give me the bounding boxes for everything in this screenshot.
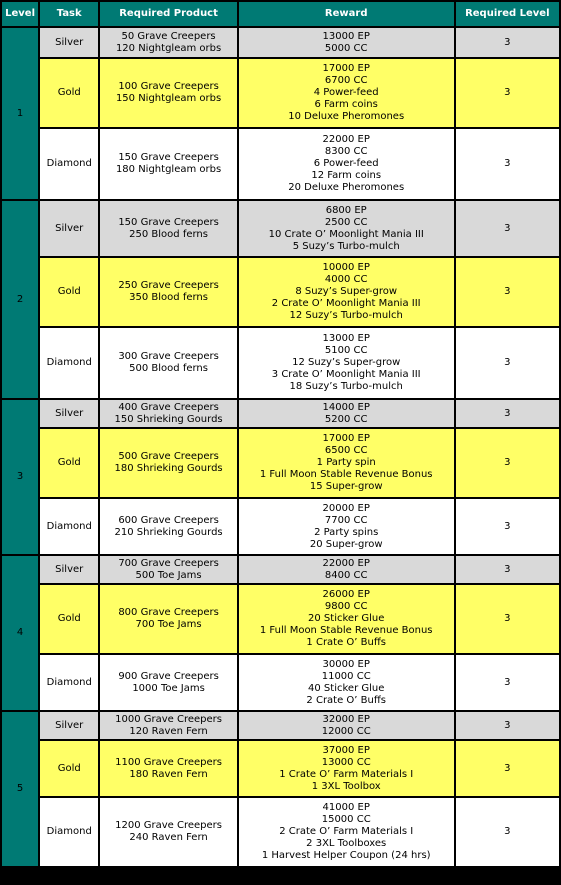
required-product-cell [100, 429, 236, 497]
reward-line: 1 3XL Toolbox [311, 780, 381, 792]
reward-line: 13000 CC [321, 756, 371, 768]
reward-line: 22000 EP [322, 134, 370, 145]
table-row [2, 429, 559, 497]
required-product-cell [100, 129, 236, 199]
reward-line: 20 Super-grow [309, 538, 383, 550]
task-cell: Gold [40, 585, 98, 653]
table-row [2, 258, 559, 326]
product-line: 180 Shrieking Gourds [114, 463, 223, 474]
required-level-cell: 3 [456, 712, 559, 739]
level-cell: 4 [2, 556, 38, 710]
reward-cell [239, 655, 454, 710]
reward-line: 12 Suzy’s Super-grow [292, 357, 401, 368]
task-cell: Gold [40, 741, 98, 796]
product-line: 1000 Grave Creepers [115, 713, 222, 725]
reward-line: 20 Deluxe Pheromones [288, 182, 405, 193]
task-cell: Diamond [40, 499, 98, 554]
required-level-cell: 3 [456, 585, 559, 653]
reward-line: 5200 CC [324, 413, 368, 425]
reward-line: 2 Crate O’ Buffs [306, 694, 386, 706]
reward-line: 10000 EP [322, 262, 370, 273]
reward-cell [239, 741, 454, 796]
required-level-cell: 3 [456, 59, 559, 127]
product-line: 800 Grave Creepers [118, 607, 219, 618]
header-required-level: Required Level [456, 2, 559, 26]
reward-line: 40 Sticker Glue [308, 682, 385, 694]
table-row [2, 499, 559, 554]
header-level: Level [2, 2, 38, 26]
product-line: 400 Grave Creepers [118, 401, 219, 413]
product-line: 150 Shrieking Gourds [114, 413, 223, 425]
reward-line: 22000 EP [322, 557, 370, 569]
reward-line: 2 3XL Toolboxes [306, 838, 387, 849]
reward-line: 32000 EP [322, 713, 370, 725]
reward-line: 12000 CC [321, 725, 371, 737]
reward-line: 1 Party spin [316, 457, 376, 468]
reward-cell [239, 59, 454, 127]
reward-line: 2 Crate O’ Farm Materials I [279, 826, 414, 837]
reward-line: 37000 EP [322, 744, 370, 756]
product-line: 700 Grave Creepers [118, 557, 219, 569]
task-cell: Silver [40, 712, 98, 739]
reward-line: 9800 CC [324, 601, 368, 612]
level-cell: 5 [2, 712, 38, 866]
reward-line: 1 Harvest Helper Coupon (24 hrs) [261, 850, 431, 861]
required-level-cell: 3 [456, 28, 559, 57]
task-cell: Silver [40, 201, 98, 256]
product-line: 1100 Grave Creepers [115, 756, 222, 768]
required-product-cell [100, 655, 236, 710]
reward-line: 2500 CC [324, 216, 368, 228]
reward-cell [239, 201, 454, 256]
reward-line: 4 Power-feed [313, 87, 379, 98]
required-level-cell: 3 [456, 400, 559, 427]
product-line: 150 Grave Creepers [118, 216, 219, 228]
required-product-cell [100, 59, 236, 127]
required-level-cell: 3 [456, 201, 559, 256]
table-row [2, 400, 559, 427]
reward-line: 2 Party spins [314, 526, 379, 538]
reward-line: 18 Suzy’s Turbo-mulch [289, 381, 403, 392]
level-cell: 1 [2, 28, 38, 199]
product-line: 240 Raven Fern [129, 832, 208, 843]
required-product-cell [100, 201, 236, 256]
required-level-cell: 3 [456, 429, 559, 497]
reward-line: 6700 CC [324, 75, 368, 86]
level-cell: 2 [2, 201, 38, 398]
required-product-cell [100, 712, 236, 739]
reward-line: 13000 EP [322, 333, 370, 344]
reward-line: 10 Deluxe Pheromones [288, 111, 405, 122]
reward-cell [239, 400, 454, 427]
reward-line: 4000 CC [324, 274, 368, 285]
reward-line: 5100 CC [324, 345, 368, 356]
reward-cell [239, 585, 454, 653]
product-line: 900 Grave Creepers [118, 670, 219, 682]
task-cell: Diamond [40, 328, 98, 398]
header-row [2, 2, 559, 26]
product-line: 120 Nightgleam orbs [115, 42, 222, 54]
reward-line: 12 Farm coins [311, 170, 382, 181]
reward-line: 3 Crate O’ Moonlight Mania III [271, 369, 421, 380]
reward-line: 8400 CC [324, 569, 368, 581]
table-row [2, 655, 559, 710]
reward-line: 11000 CC [321, 670, 371, 682]
reward-line: 41000 EP [322, 802, 370, 813]
task-cell: Diamond [40, 129, 98, 199]
header-reward: Reward [239, 2, 454, 26]
reward-line: 17000 EP [322, 433, 370, 444]
reward-line: 13000 EP [322, 30, 370, 42]
required-product-cell [100, 328, 236, 398]
product-line: 500 Blood ferns [129, 363, 208, 374]
table-body [2, 28, 559, 866]
task-cell: Gold [40, 258, 98, 326]
reward-cell [239, 129, 454, 199]
required-level-cell: 3 [456, 556, 559, 583]
reward-line: 6800 EP [325, 204, 367, 216]
reward-line: 6 Farm coins [314, 99, 378, 110]
product-line: 700 Toe Jams [135, 619, 202, 630]
reward-cell [239, 328, 454, 398]
product-line: 50 Grave Creepers [121, 30, 216, 42]
required-level-cell: 3 [456, 798, 559, 866]
reward-line: 8 Suzy’s Super-grow [295, 286, 398, 297]
required-product-cell [100, 798, 236, 866]
product-line: 100 Grave Creepers [118, 81, 219, 92]
task-cell: Silver [40, 556, 98, 583]
required-level-cell: 3 [456, 129, 559, 199]
reward-cell [239, 499, 454, 554]
reward-line: 5 Suzy’s Turbo-mulch [292, 240, 400, 252]
reward-line: 2 Crate O’ Moonlight Mania III [271, 298, 421, 309]
product-line: 1000 Toe Jams [132, 682, 205, 694]
reward-line: 6 Power-feed [313, 158, 379, 169]
product-line: 350 Blood ferns [129, 292, 208, 303]
task-cell: Gold [40, 429, 98, 497]
required-level-cell: 3 [456, 328, 559, 398]
product-line: 180 Nightgleam orbs [115, 164, 222, 175]
table-row [2, 798, 559, 866]
required-level-cell: 3 [456, 655, 559, 710]
product-line: 150 Nightgleam orbs [115, 93, 222, 104]
reward-cell [239, 556, 454, 583]
table-row [2, 585, 559, 653]
reward-line: 12 Suzy’s Turbo-mulch [289, 310, 403, 321]
reward-cell [239, 712, 454, 739]
reward-line: 1 Full Moon Stable Revenue Bonus [259, 625, 433, 636]
product-line: 500 Grave Creepers [118, 451, 219, 462]
header-task: Task [40, 2, 98, 26]
product-line: 600 Grave Creepers [118, 514, 219, 526]
reward-line: 1 Full Moon Stable Revenue Bonus [259, 469, 433, 480]
required-product-cell [100, 556, 236, 583]
reward-line: 14000 EP [322, 401, 370, 413]
task-cell: Silver [40, 400, 98, 427]
reward-line: 30000 EP [322, 658, 370, 670]
product-line: 210 Shrieking Gourds [114, 526, 223, 538]
reward-cell [239, 429, 454, 497]
product-line: 250 Grave Creepers [118, 280, 219, 291]
table-row [2, 712, 559, 739]
product-line: 250 Blood ferns [129, 228, 208, 240]
reward-line: 1 Crate O’ Farm Materials I [279, 768, 414, 780]
required-product-cell [100, 585, 236, 653]
reward-line: 7700 CC [324, 514, 368, 526]
reward-line: 15000 CC [321, 814, 371, 825]
task-cell: Gold [40, 59, 98, 127]
required-level-cell: 3 [456, 499, 559, 554]
reward-line: 10 Crate O’ Moonlight Mania III [268, 228, 424, 240]
reward-line: 20 Sticker Glue [308, 613, 385, 624]
required-product-cell [100, 741, 236, 796]
reward-line: 6500 CC [324, 445, 368, 456]
header-required-product: Required Product [100, 2, 236, 26]
reward-line: 15 Super-grow [309, 481, 383, 492]
required-level-cell: 3 [456, 258, 559, 326]
task-cell: Silver [40, 28, 98, 57]
required-product-cell [100, 258, 236, 326]
table-row [2, 741, 559, 796]
required-level-cell: 3 [456, 741, 559, 796]
required-product-cell [100, 28, 236, 57]
task-cell: Diamond [40, 798, 98, 866]
table-row [2, 129, 559, 199]
reward-cell [239, 28, 454, 57]
required-product-cell [100, 400, 236, 427]
level-cell: 3 [2, 400, 38, 554]
table-row [2, 328, 559, 398]
product-line: 300 Grave Creepers [118, 351, 219, 362]
task-cell: Diamond [40, 655, 98, 710]
table-row [2, 59, 559, 127]
product-line: 1200 Grave Creepers [115, 820, 222, 831]
required-product-cell [100, 499, 236, 554]
reward-line: 5000 CC [324, 42, 368, 54]
product-line: 120 Raven Fern [129, 725, 208, 737]
product-line: 500 Toe Jams [135, 569, 202, 581]
reward-line: 17000 EP [322, 63, 370, 74]
reward-line: 26000 EP [322, 589, 370, 600]
reward-cell [239, 798, 454, 866]
table-row [2, 28, 559, 57]
reward-line: 1 Crate O’ Buffs [306, 637, 386, 648]
table-row [2, 201, 559, 256]
reward-cell [239, 258, 454, 326]
reward-line: 20000 EP [322, 502, 370, 514]
product-line: 150 Grave Creepers [118, 152, 219, 163]
table-row [2, 556, 559, 583]
product-line: 180 Raven Fern [129, 768, 208, 780]
reward-line: 8300 CC [324, 146, 368, 157]
